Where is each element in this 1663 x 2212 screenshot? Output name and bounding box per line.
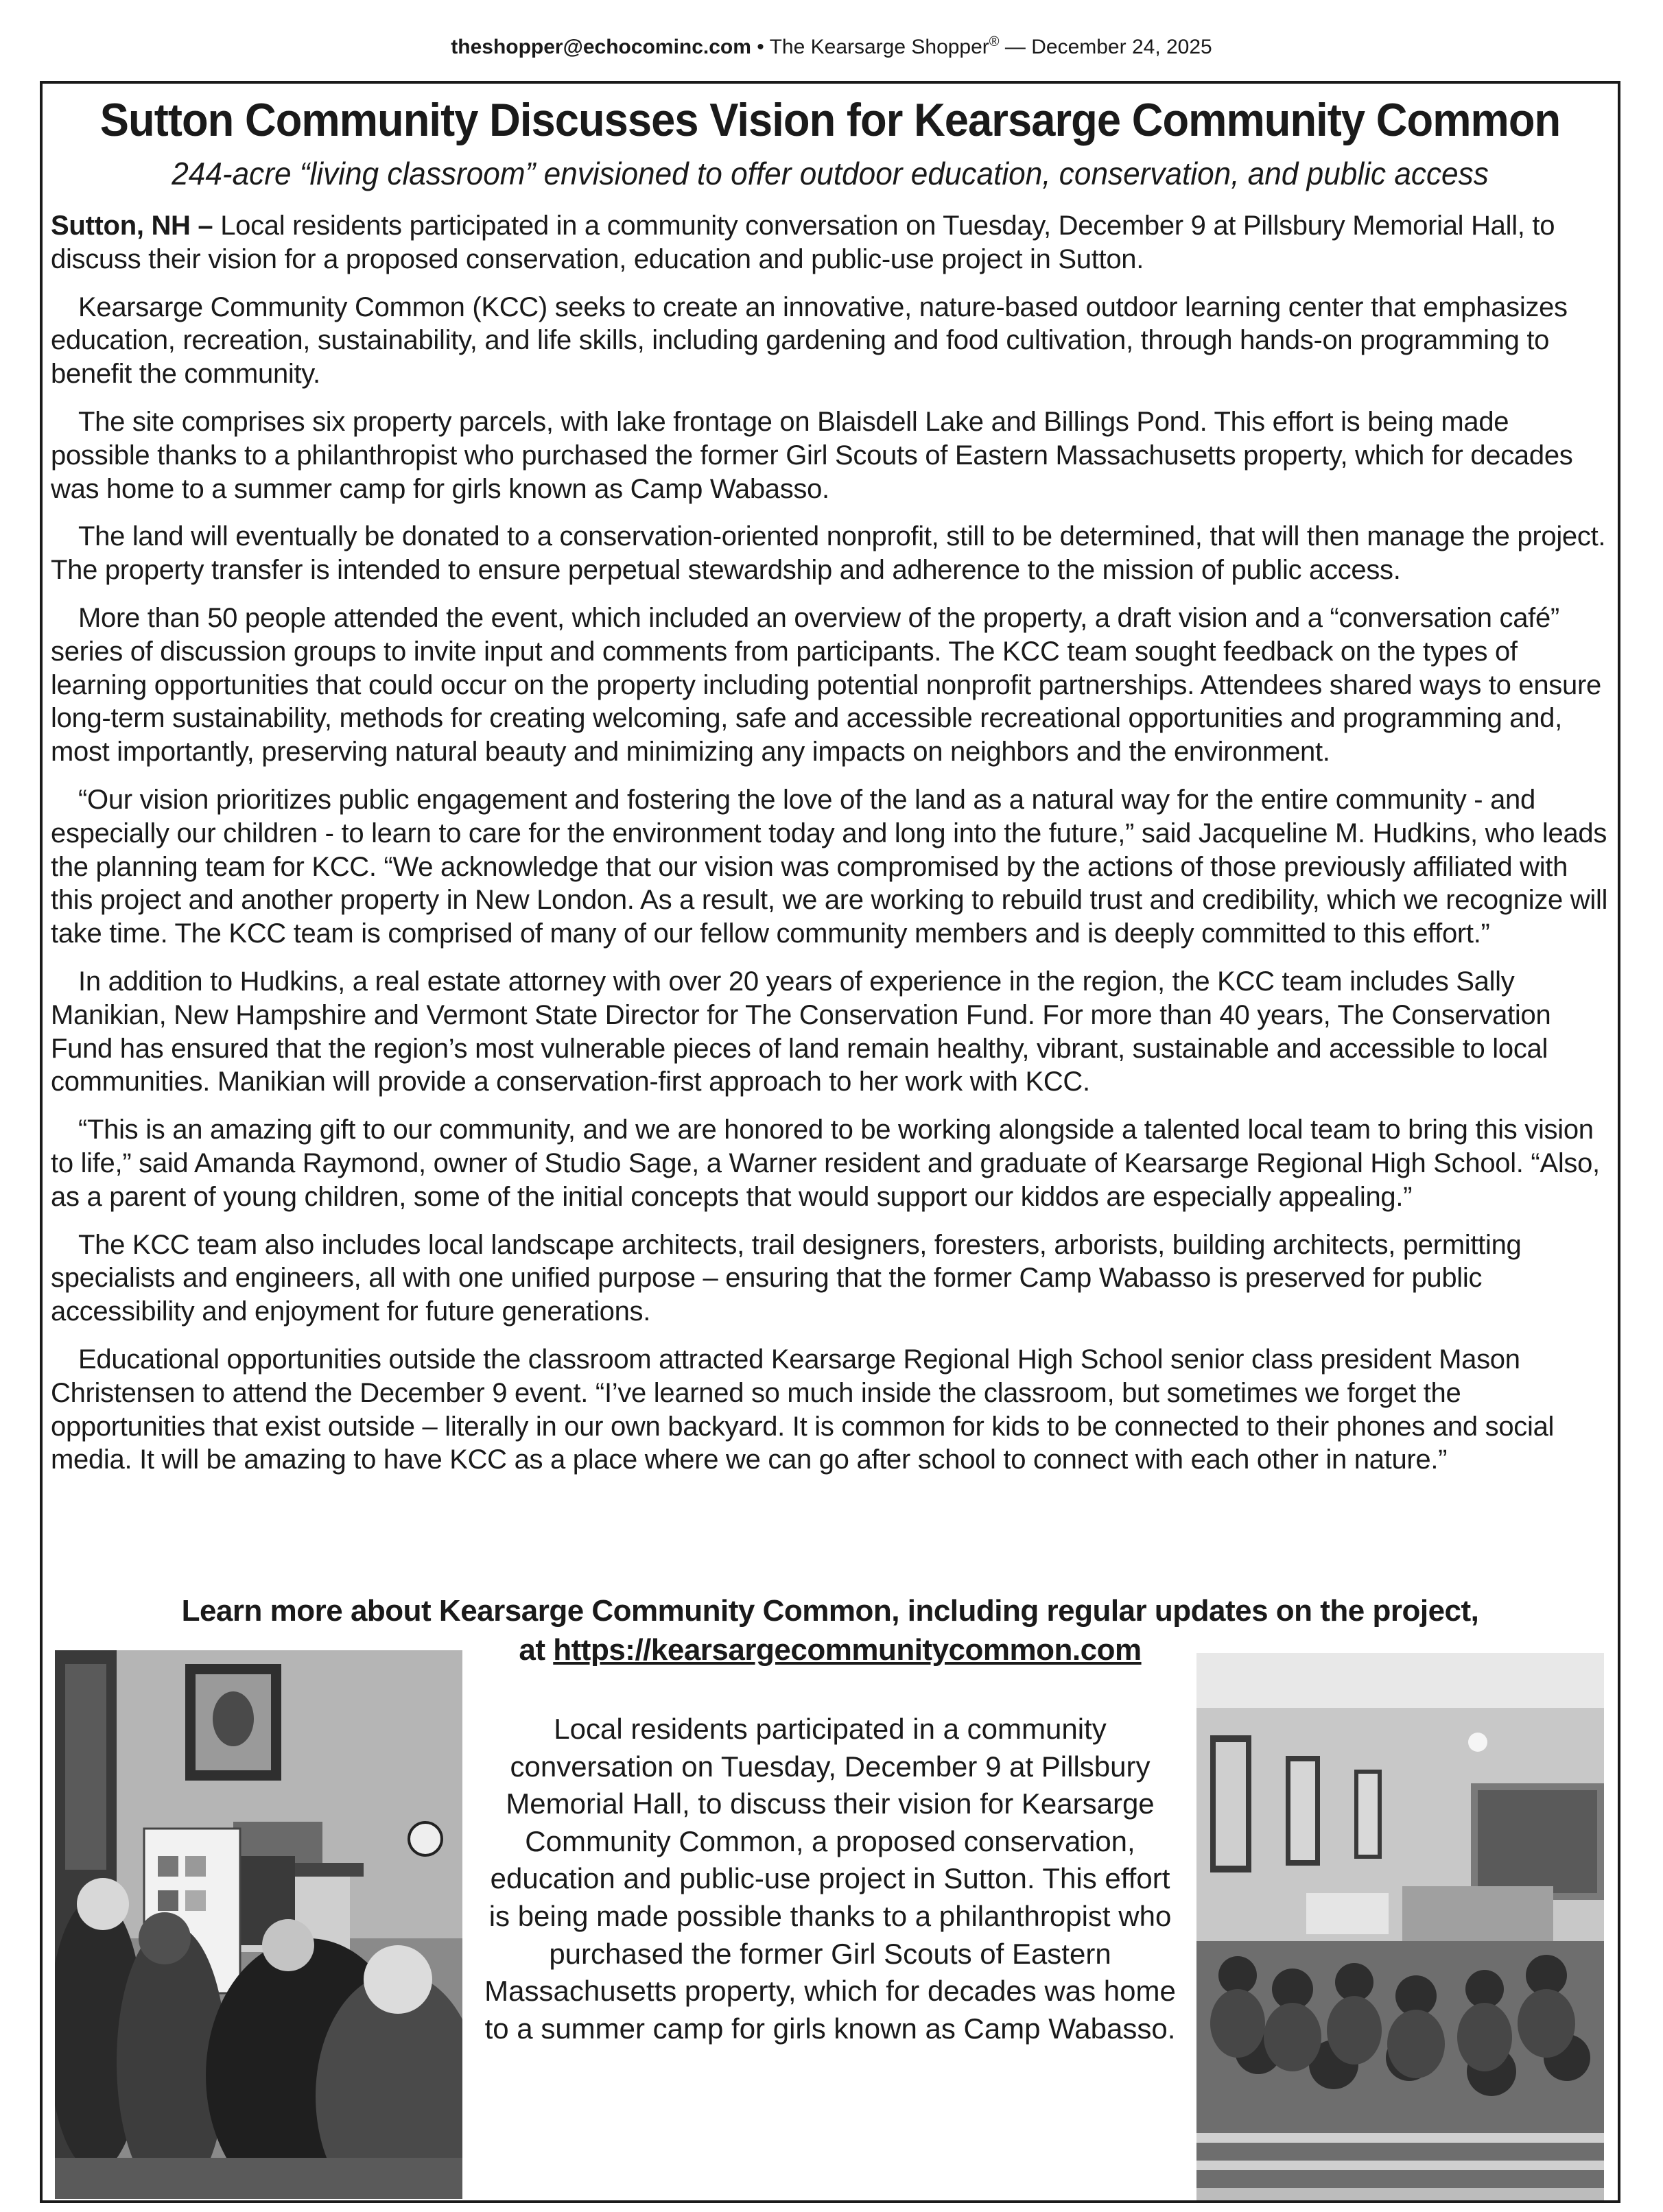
article-paragraph: The KCC team also includes local landscape architects, trail designers, foresters, arborists, building architects, permitting specialists and engineers, all with one unified purpose – ensuring that the former Camp Wabasso is preserved for public accessibility and enjoyment for future generations. xyxy=(51,1229,1522,1327)
article-body xyxy=(51,209,1612,1491)
learn-more-line: Learn more about Kearsarge Community Common, including regular updates on the project, xyxy=(181,1594,1479,1628)
header-email: theshopper@echocominc.com xyxy=(451,36,751,58)
article-paragraph: In addition to Hudkins, a real estate attorney with over 20 years of experience in the region, the KCC team includes Sally Manikian, New Hampshire and Vermont State Director for The Conservation Fund. For more than 40 years, The Conservation Fund has ensured that the region’s most vulnerable pieces of land remain healthy, vibrant, sustainable and accessible to local communities. Manikian will provide a conservation-first approach to her work with KCC. xyxy=(51,966,1551,1097)
website-link[interactable]: https://kearsargecommunitycommon.com xyxy=(553,1633,1142,1667)
article-paragraph: Kearsarge Community Common (KCC) seeks to create an innovative, nature-based outdoor learning center that emphasizes education, recreation, sustainability, and life skills, including gardening and food cultivation, through hands-on programming to benefit the community. xyxy=(51,292,1568,390)
audience-hall-photo xyxy=(1196,1653,1604,2200)
article-paragraph: The site comprises six property parcels, with lake frontage on Blaisdell Lake and Billings Pond. This effort is being made possible thanks to a philanthropist who purchased the former Girl Scouts of Eastern Massachusetts property, which for decades was home to a summer camp for girls known as Camp Wabasso. xyxy=(51,406,1573,504)
article-paragraph: “Our vision prioritizes public engagement and fostering the love of the land as a natural way for the entire community - and especially our children - to learn to care for the environment today and long into the future,” said Jacqueline M. Hudkins, who leads the planning team for KCC. “We acknowledge that our vision was compromised by the actions of those previously affiliated with this project and another property in New London. As a result, we are working to rebuild trust and credibility, which we recognize will take time. The KCC team is comprised of many of our fellow community members and is deeply committed to this effort.” xyxy=(51,784,1608,949)
paragraph-text: Local residents participated in a community conversation on Tuesday, December 9 at Pillsbury Memorial Hall, to discuss their vision for a proposed conservation, education and public-use project in Sutton. xyxy=(51,211,1555,274)
learn-more-prefix: at xyxy=(519,1633,545,1667)
page-header xyxy=(0,34,1663,59)
article-paragraph: More than 50 people attended the event, which included an overview of the property, a draft vision and a “conversation café” series of discussion groups to invite input and comments from participants. The KCC team sought feedback on the types of learning opportunities that could occur on the property including potential nonprofit partnerships. Attendees shared ways to ensure long-term sustainability, methods for creating welcoming, safe and accessible recreational opportunities and programming and, most importantly, preserving natural beauty and minimizing any impacts on neighbors and the environment. xyxy=(51,602,1601,768)
header-separator: • xyxy=(757,36,764,58)
article-paragraph: “This is an amazing gift to our community, and we are honored to be working alongside a talented local team to bring this vision to life,” said Amanda Raymond, owner of Studio Sage, a Warner resident and graduate of Kearsarge Regional High School. “Also, as a parent of young children, some of the initial concepts that would support our kiddos are especially appealing.” xyxy=(51,1115,1600,1212)
header-publication: The Kearsarge Shopper xyxy=(769,36,989,58)
article-paragraph: Educational opportunities outside the classroom attracted Kearsarge Regional High School senior class president Mason Christensen to attend the December 9 event. “I’ve learned so much inside the classroom, but sometimes we forget the opportunities that exist outside – literally in our own backyard. It is common for kids to be connected to their phones and social media. It will be amazing to have KCC as a place where we can go after school to connect with each other in nature.” xyxy=(51,1344,1555,1475)
article-paragraph xyxy=(51,209,1612,276)
article-subheadline: 244-acre “living classroom” envisioned to offer outdoor education, conservation, and public access xyxy=(172,156,1489,191)
registered-mark: ® xyxy=(989,34,1000,49)
article-headline: Sutton Community Discusses Vision for Kearsarge Community Common xyxy=(99,94,1561,146)
article-paragraph: The land will eventually be donated to a conservation-oriented nonprofit, still to be determined, that will then manage the project. The property transfer is intended to ensure perpetual stewardship and adherence to the mission of public access. xyxy=(51,521,1606,586)
photo-caption: Local residents participated in a community conversation on Tuesday, December 9 at Pillsbury Memorial Hall, to discuss their vision for Kearsarge Community Common, a proposed conservation, education and public-use project in Sutton. This effort is being made possible thanks to a philanthropist who purchased the former Girl Scouts of Eastern Massachusetts property, which for decades was home to a summer camp for girls known as Camp Wabasso. xyxy=(484,1713,1176,2045)
discussion-group-photo xyxy=(55,1650,462,2199)
dateline: Sutton, NH – xyxy=(51,211,213,241)
header-date: — December 24, 2025 xyxy=(1004,36,1212,58)
